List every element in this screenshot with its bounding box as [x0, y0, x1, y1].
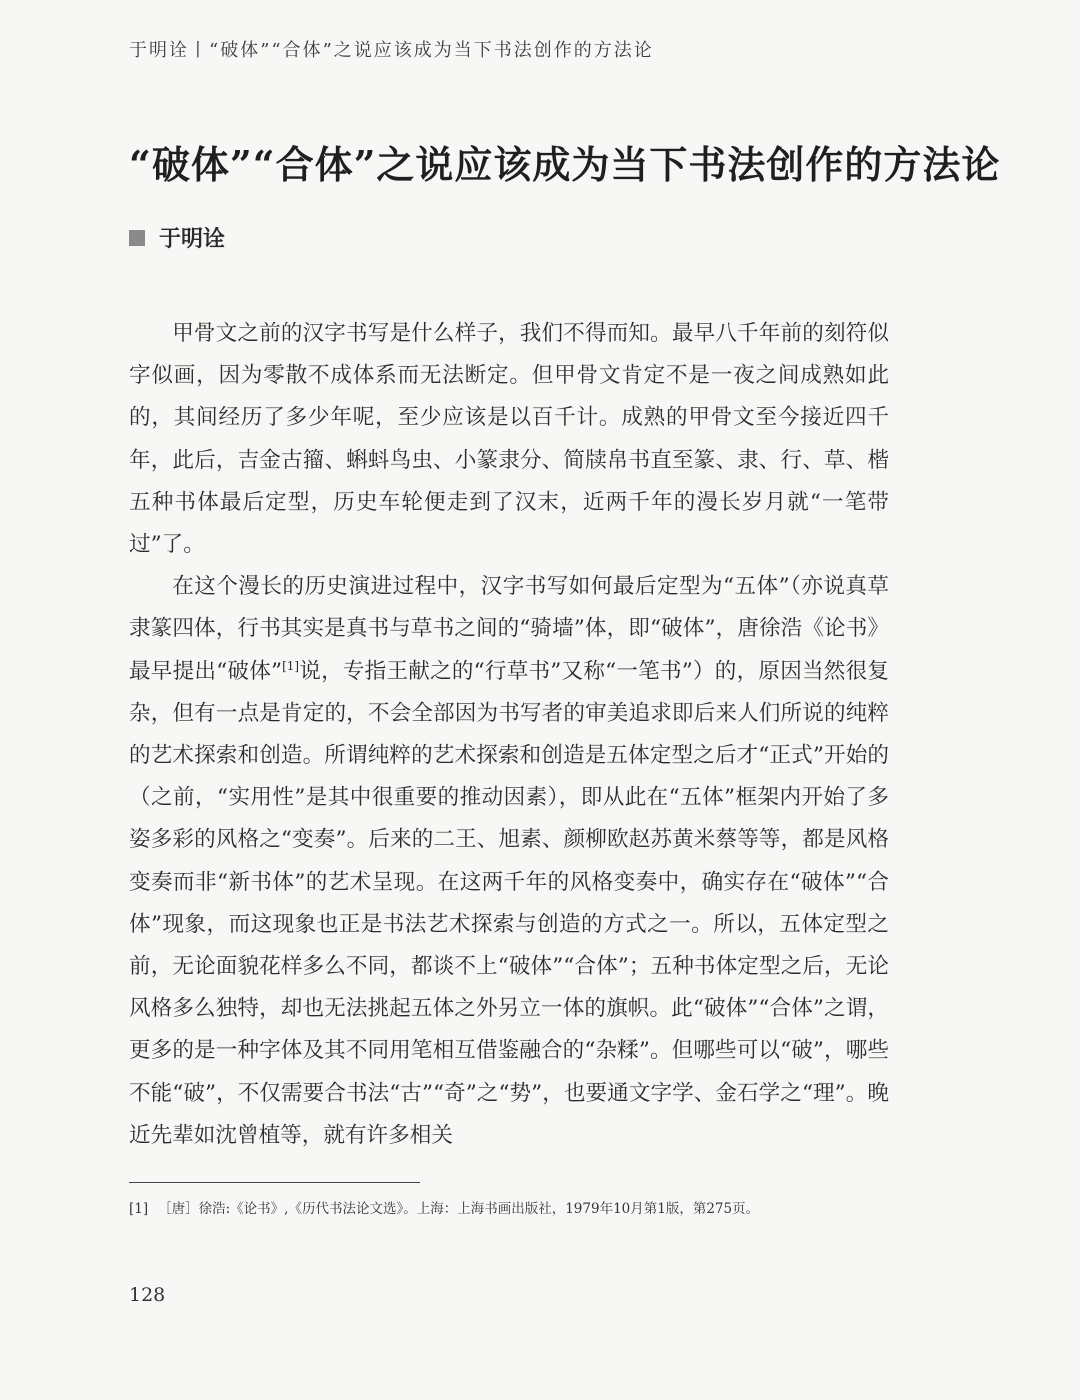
page-number: 128 — [129, 1284, 166, 1306]
footnote-marker: [1] — [129, 1201, 149, 1217]
article-title: “破体”“合体”之说应该成为当下书法创作的方法论 — [129, 142, 1001, 187]
square-bullet-icon — [129, 230, 145, 246]
footnote-reference[interactable]: [1] — [282, 658, 300, 673]
paragraph-2-part-1: 在这个漫长的历史演进过程中，汉字书写如何最后定型为“五体”（亦说真草隶篆四体，行书其实是真书与草书之间的“骑墙”体，即“破体”，唐徐浩《论书》最早提出“破体” — [129, 574, 889, 684]
byline — [129, 222, 225, 253]
paragraph-2 — [129, 566, 889, 1157]
author-name: 于明诠 — [159, 226, 226, 252]
footnote-text: ［唐］徐浩:《论书》,《历代书法论文选》。上海：上海书画出版社，1979年10月第1版，第275页。 — [158, 1201, 760, 1217]
article-body — [129, 313, 889, 1157]
footnote-divider — [129, 1182, 420, 1183]
paragraph-2-part-2: 说，专指王献之的“行草书”又称“一笔书”）的，原因当然很复杂，但有一点是肯定的，不会全部因为书写者的审美追求即后来人们所说的纯粹的艺术探索和创造。所谓纯粹的艺术探索和创造是五体定型之后才“正式”开始的（之前，“实用性”是其中很重要的推动因素），即从此在“五体”框架内开始了多姿多彩的风格之“变奏”。后来的二王、旭素、颜柳欧赵苏黄米蔡等等，都是风格变奏而非“新书体”的艺术呈现。在这两千年的风格变奏中，确实存在“破体”“合体”现象，而这现象也正是书法艺术探索与创造的方式之一。所以，五体定型之前，无论面貌花样多么不同，都谈不上“破体”“合体”；五种书体定型之后，无论风格多么独特，却也无法挑起五体之外另立一体的旗帜。此“破体”“合体”之谓，更多的是一种字体及其不同用笔相互借鉴融合的“杂糅”。但哪些可以“破”，哪些不能“破”，不仅需要合书法“古”“奇”之“势”，也要通文字学、金石学之“理”。晚近先辈如沈曾植等，就有许多相关 — [129, 658, 889, 1148]
running-head: 于明诠丨“破体”“合体”之说应该成为当下书法创作的方法论 — [129, 40, 654, 61]
paragraph-1: 甲骨文之前的汉字书写是什么样子，我们不得而知。最早八千年前的刻符似字似画，因为零散不成体系而无法断定。但甲骨文肯定不是一夜之间成熟如此的，其间经历了多少年呢，至少应该是以百千计。成熟的甲骨文至今接近四千年，此后，吉金古籀、蝌蚪鸟虫、小篆隶分、简牍帛书直至篆、隶、行、草、楷五种书体最后定型，历史车轮便走到了汉末，近两千年的漫长岁月就“一笔带过”了。 — [129, 321, 889, 558]
footnote — [129, 1197, 889, 1217]
